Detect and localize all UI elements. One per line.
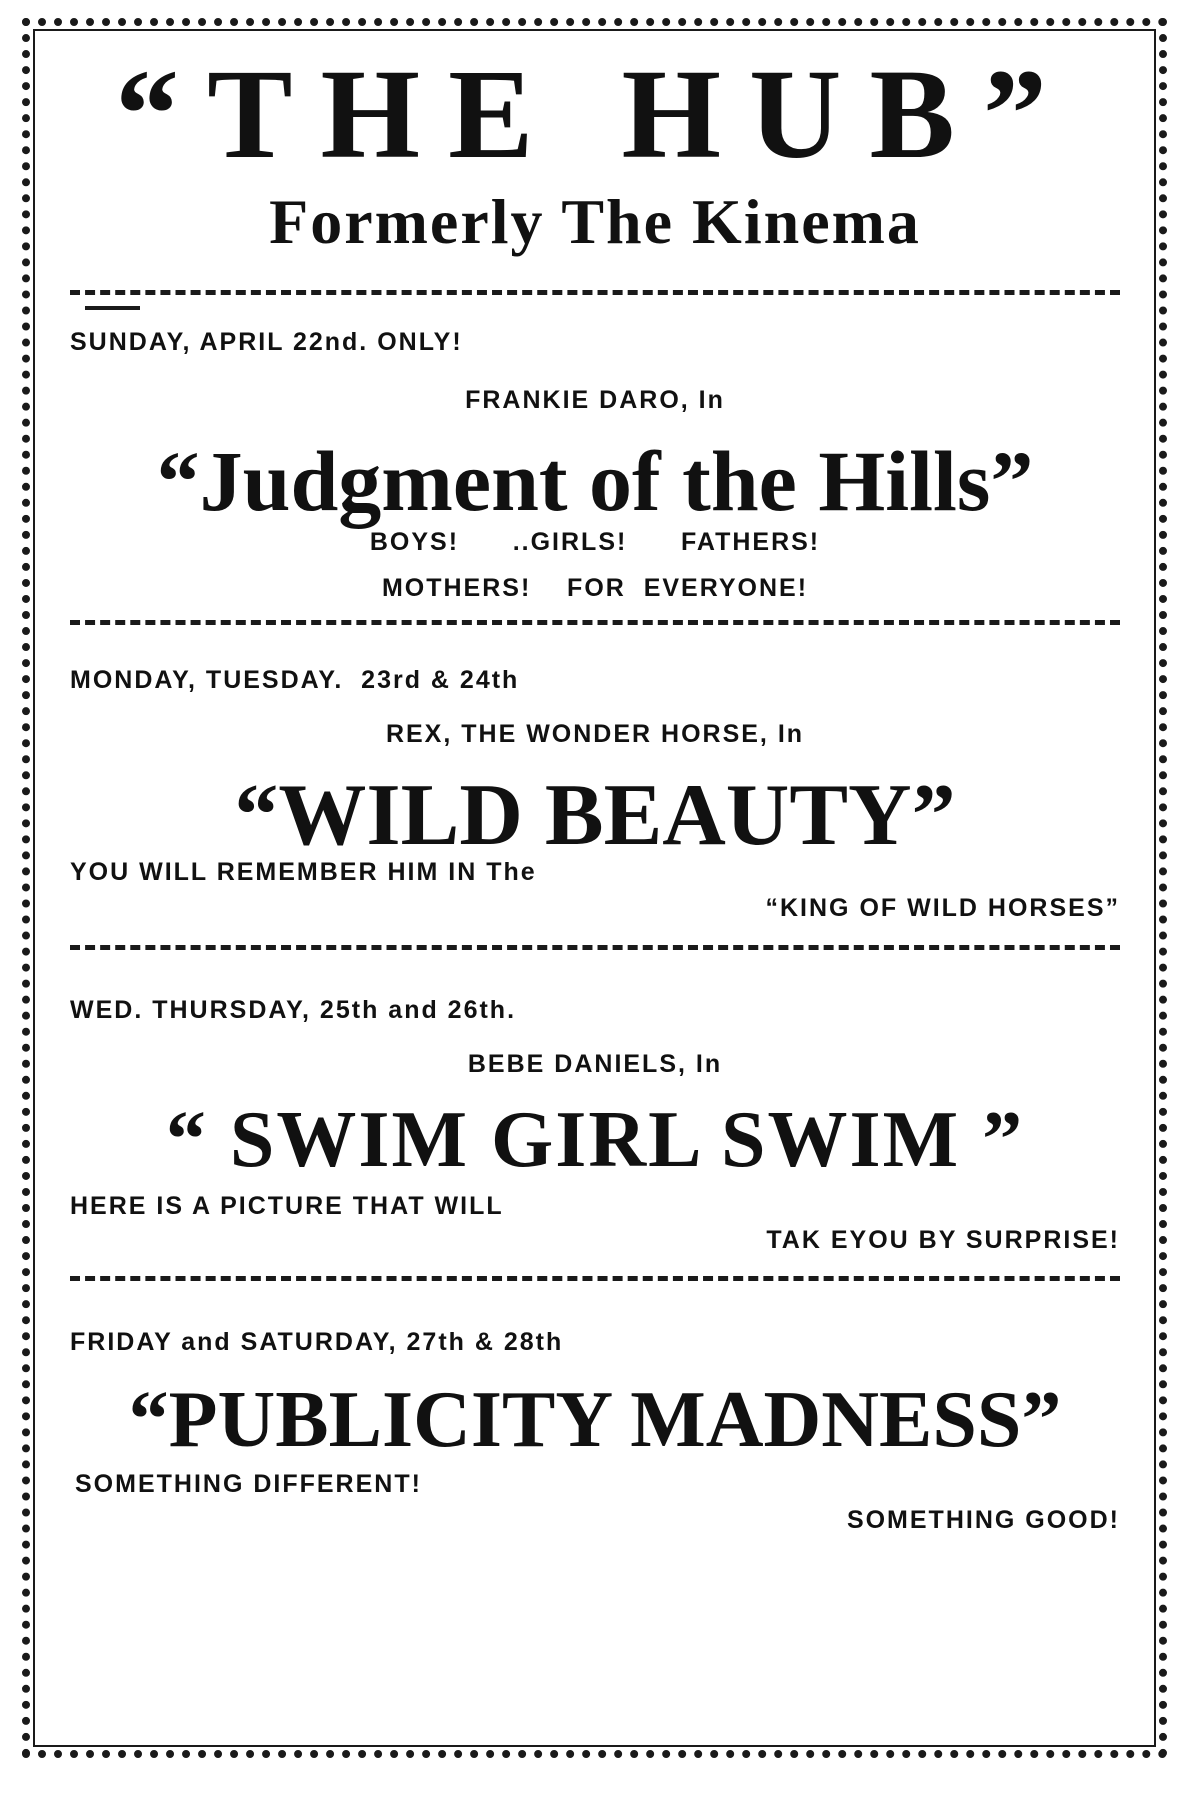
show-tagline: BOYS! ..GIRLS! FATHERS! (369, 528, 821, 556)
show-tagline: TAK EYOU BY SURPRISE! (766, 1226, 1120, 1254)
section-divider (70, 1276, 1120, 1281)
section-divider (70, 290, 1120, 295)
short-divider (85, 306, 140, 310)
ad-content (60, 40, 1130, 1740)
show-tagline: YOU WILL REMEMBER HIM IN The (70, 858, 537, 886)
section-divider (70, 945, 1120, 950)
show-tagline: SOMETHING GOOD! (846, 1506, 1120, 1534)
show-star: REX, THE WONDER HORSE, In (385, 720, 805, 748)
film-title: “PUBLICITY MADNESS” (128, 1376, 1062, 1464)
section-divider (70, 620, 1120, 625)
show-tagline: SOMETHING DIFFERENT! (75, 1470, 422, 1498)
theater-name: “THE HUB” (115, 43, 1075, 185)
show-tagline: MOTHERS! FOR EVERYONE! (381, 574, 809, 602)
film-title: “Judgment of the Hills” (156, 433, 1034, 529)
theater-former-name: Formerly The Kinema (269, 186, 921, 257)
show-tagline: HERE IS A PICTURE THAT WILL (70, 1192, 504, 1220)
show-tagline: “KING OF WILD HORSES” (765, 894, 1120, 922)
film-title: “WILD BEAUTY” (234, 767, 956, 864)
show-dates: SUNDAY, APRIL 22nd. ONLY! (70, 328, 463, 356)
show-star: FRANKIE DARO, In (465, 386, 725, 414)
show-star: BEBE DANIELS, In (467, 1050, 723, 1078)
film-title: “ SWIM GIRL SWIM ” (165, 1096, 1025, 1184)
show-dates: FRIDAY and SATURDAY, 27th & 28th (70, 1328, 564, 1356)
show-dates: WED. THURSDAY, 25th and 26th. (70, 996, 517, 1024)
show-dates: MONDAY, TUESDAY. 23rd & 24th (70, 666, 520, 694)
